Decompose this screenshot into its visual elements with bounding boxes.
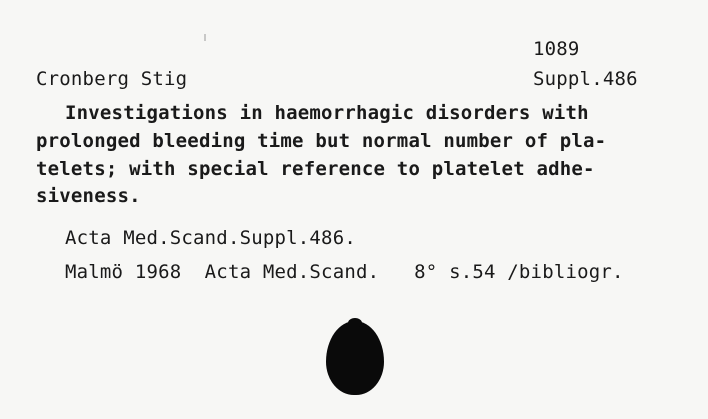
punch-hole [326,321,384,395]
title-line-1: Investigations in haemorrhagic disorders with [65,102,589,124]
imprint-line: Malmö 1968 Acta Med.Scand. 8° s.54 /bibliogr. [65,261,624,283]
title-line-3: telets; with special reference to platelet adhe- [36,158,595,180]
title-line-4: siveness. [36,185,141,207]
call-number: 1089 [533,38,580,60]
ink-mark [204,34,206,41]
author-name: Cronberg Stig [36,68,188,90]
source-citation: Acta Med.Scand.Suppl.486. [65,227,356,249]
series-reference: Suppl.486 [533,68,638,90]
title-line-2: prolonged bleeding time but normal number of pla- [36,130,607,152]
